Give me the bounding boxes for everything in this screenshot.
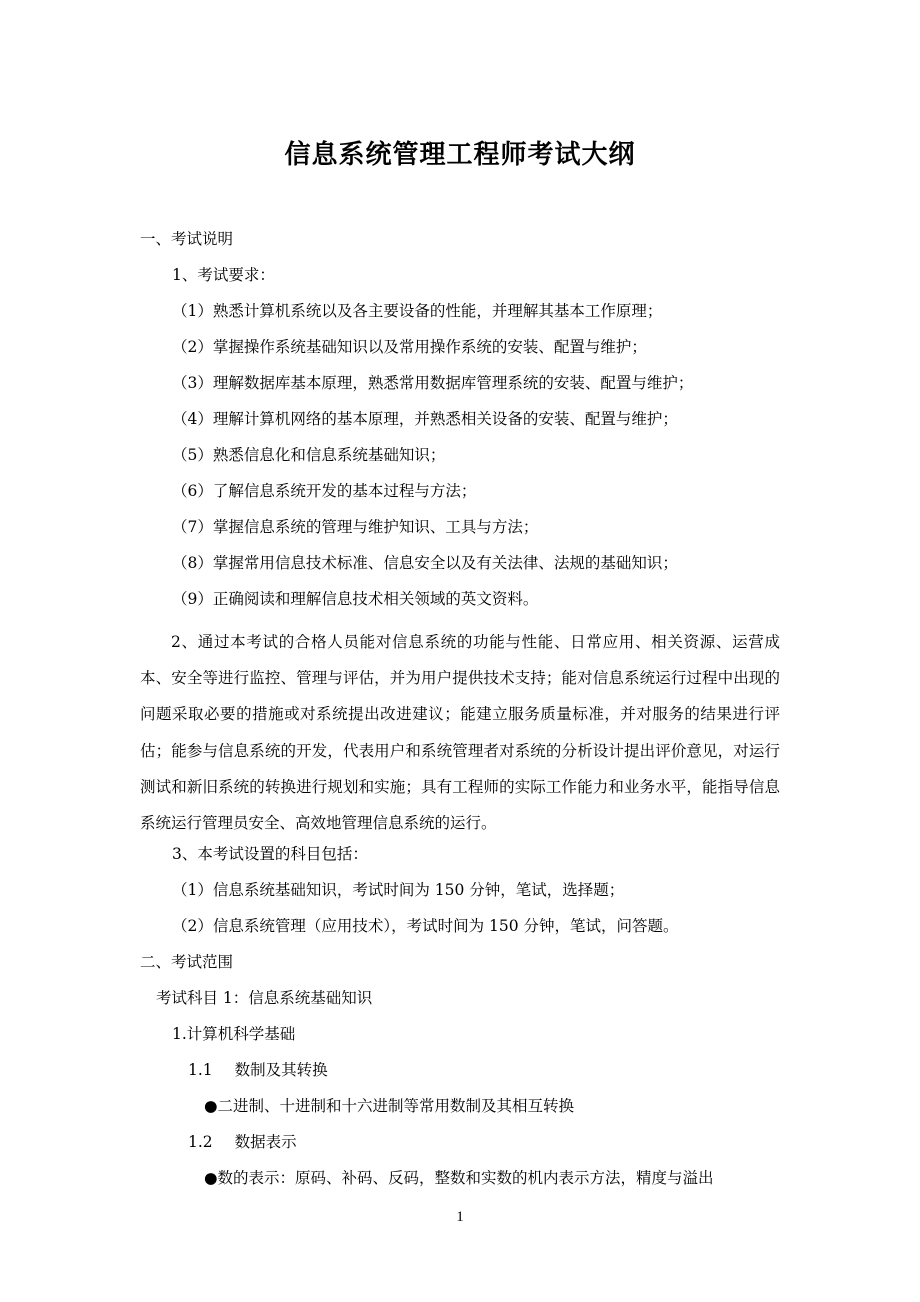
requirement-item: （3）理解数据库基本原理，熟悉常用数据库管理系统的安装、配置与维护； xyxy=(172,374,694,392)
requirement-item: （6）了解信息系统开发的基本过程与方法； xyxy=(172,482,477,500)
bullet-item: ●二进制、十进制和十六进制等常用数制及其相互转换 xyxy=(204,1097,575,1115)
subtopic-label: 数制及其转换 xyxy=(234,1061,328,1079)
requirement-item: （9）正确阅读和理解信息技术相关领域的英文资料。 xyxy=(172,590,539,608)
requirements-heading: 1、考试要求： xyxy=(172,266,275,284)
topic-heading: 1.计算机科学基础 xyxy=(172,1025,296,1043)
qualification-paragraph: 2、通过本考试的合格人员能对信息系统的功能与性能、日常应用、相关资源、运营成本、安全等进行监控、管理与评估，并为用户提供技术支持；能对信息系统运行过程中出现的问题采取必要的措施或对系统提出改进建议；能建立服务质量标准，并对服务的结果进行评估；能参与信息系统的开发，代表用户和系统管理者对系统的分析设计提出评价意见，对运行测试和新旧系统的转换进行规划和实施；具有工程师的实际工作能力和业务水平，能指导信息系统运行管理员安全、高效地管理信息系统的运行。 xyxy=(140,633,780,833)
requirement-item: （5）熟悉信息化和信息系统基础知识； xyxy=(172,446,446,464)
bullet-item: ●数的表示：原码、补码、反码，整数和实数的机内表示方法，精度与溢出 xyxy=(204,1169,714,1187)
page-title: 信息系统管理工程师考试大纲 xyxy=(284,140,636,170)
requirement-item: （8）掌握常用信息技术标准、信息安全以及有关法律、法规的基础知识； xyxy=(172,554,678,572)
subjects-heading: 3、本考试设置的科目包括： xyxy=(172,845,368,863)
subject-item: （1）信息系统基础知识，考试时间为 150 分钟，笔试，选择题； xyxy=(172,881,625,899)
exam-subject-1: 考试科目 1：信息系统基础知识 xyxy=(156,989,373,1007)
section-heading-exam-scope: 二、考试范围 xyxy=(140,953,234,971)
section-heading-exam-description: 一、考试说明 xyxy=(140,230,234,248)
requirement-item: （4）理解计算机网络的基本原理，并熟悉相关设备的安装、配置与维护； xyxy=(172,410,678,428)
subject-item: （2）信息系统管理（应用技术），考试时间为 150 分钟，笔试，问答题。 xyxy=(172,917,679,935)
requirement-item: （7）掌握信息系统的管理与维护知识、工具与方法； xyxy=(172,518,539,536)
subtopic-1-2 xyxy=(188,1131,297,1153)
subtopic-label: 数据表示 xyxy=(234,1133,297,1151)
subtopic-number: 1.2 xyxy=(188,1133,213,1151)
subtopic-1-1 xyxy=(188,1059,328,1081)
page-number: 1 xyxy=(456,1209,464,1225)
requirement-item: （2）掌握操作系统基础知识以及常用操作系统的安装、配置与维护； xyxy=(172,338,647,356)
subtopic-number: 1.1 xyxy=(188,1061,213,1079)
requirement-item: （1）熟悉计算机系统以及各主要设备的性能，并理解其基本工作原理； xyxy=(172,302,663,320)
